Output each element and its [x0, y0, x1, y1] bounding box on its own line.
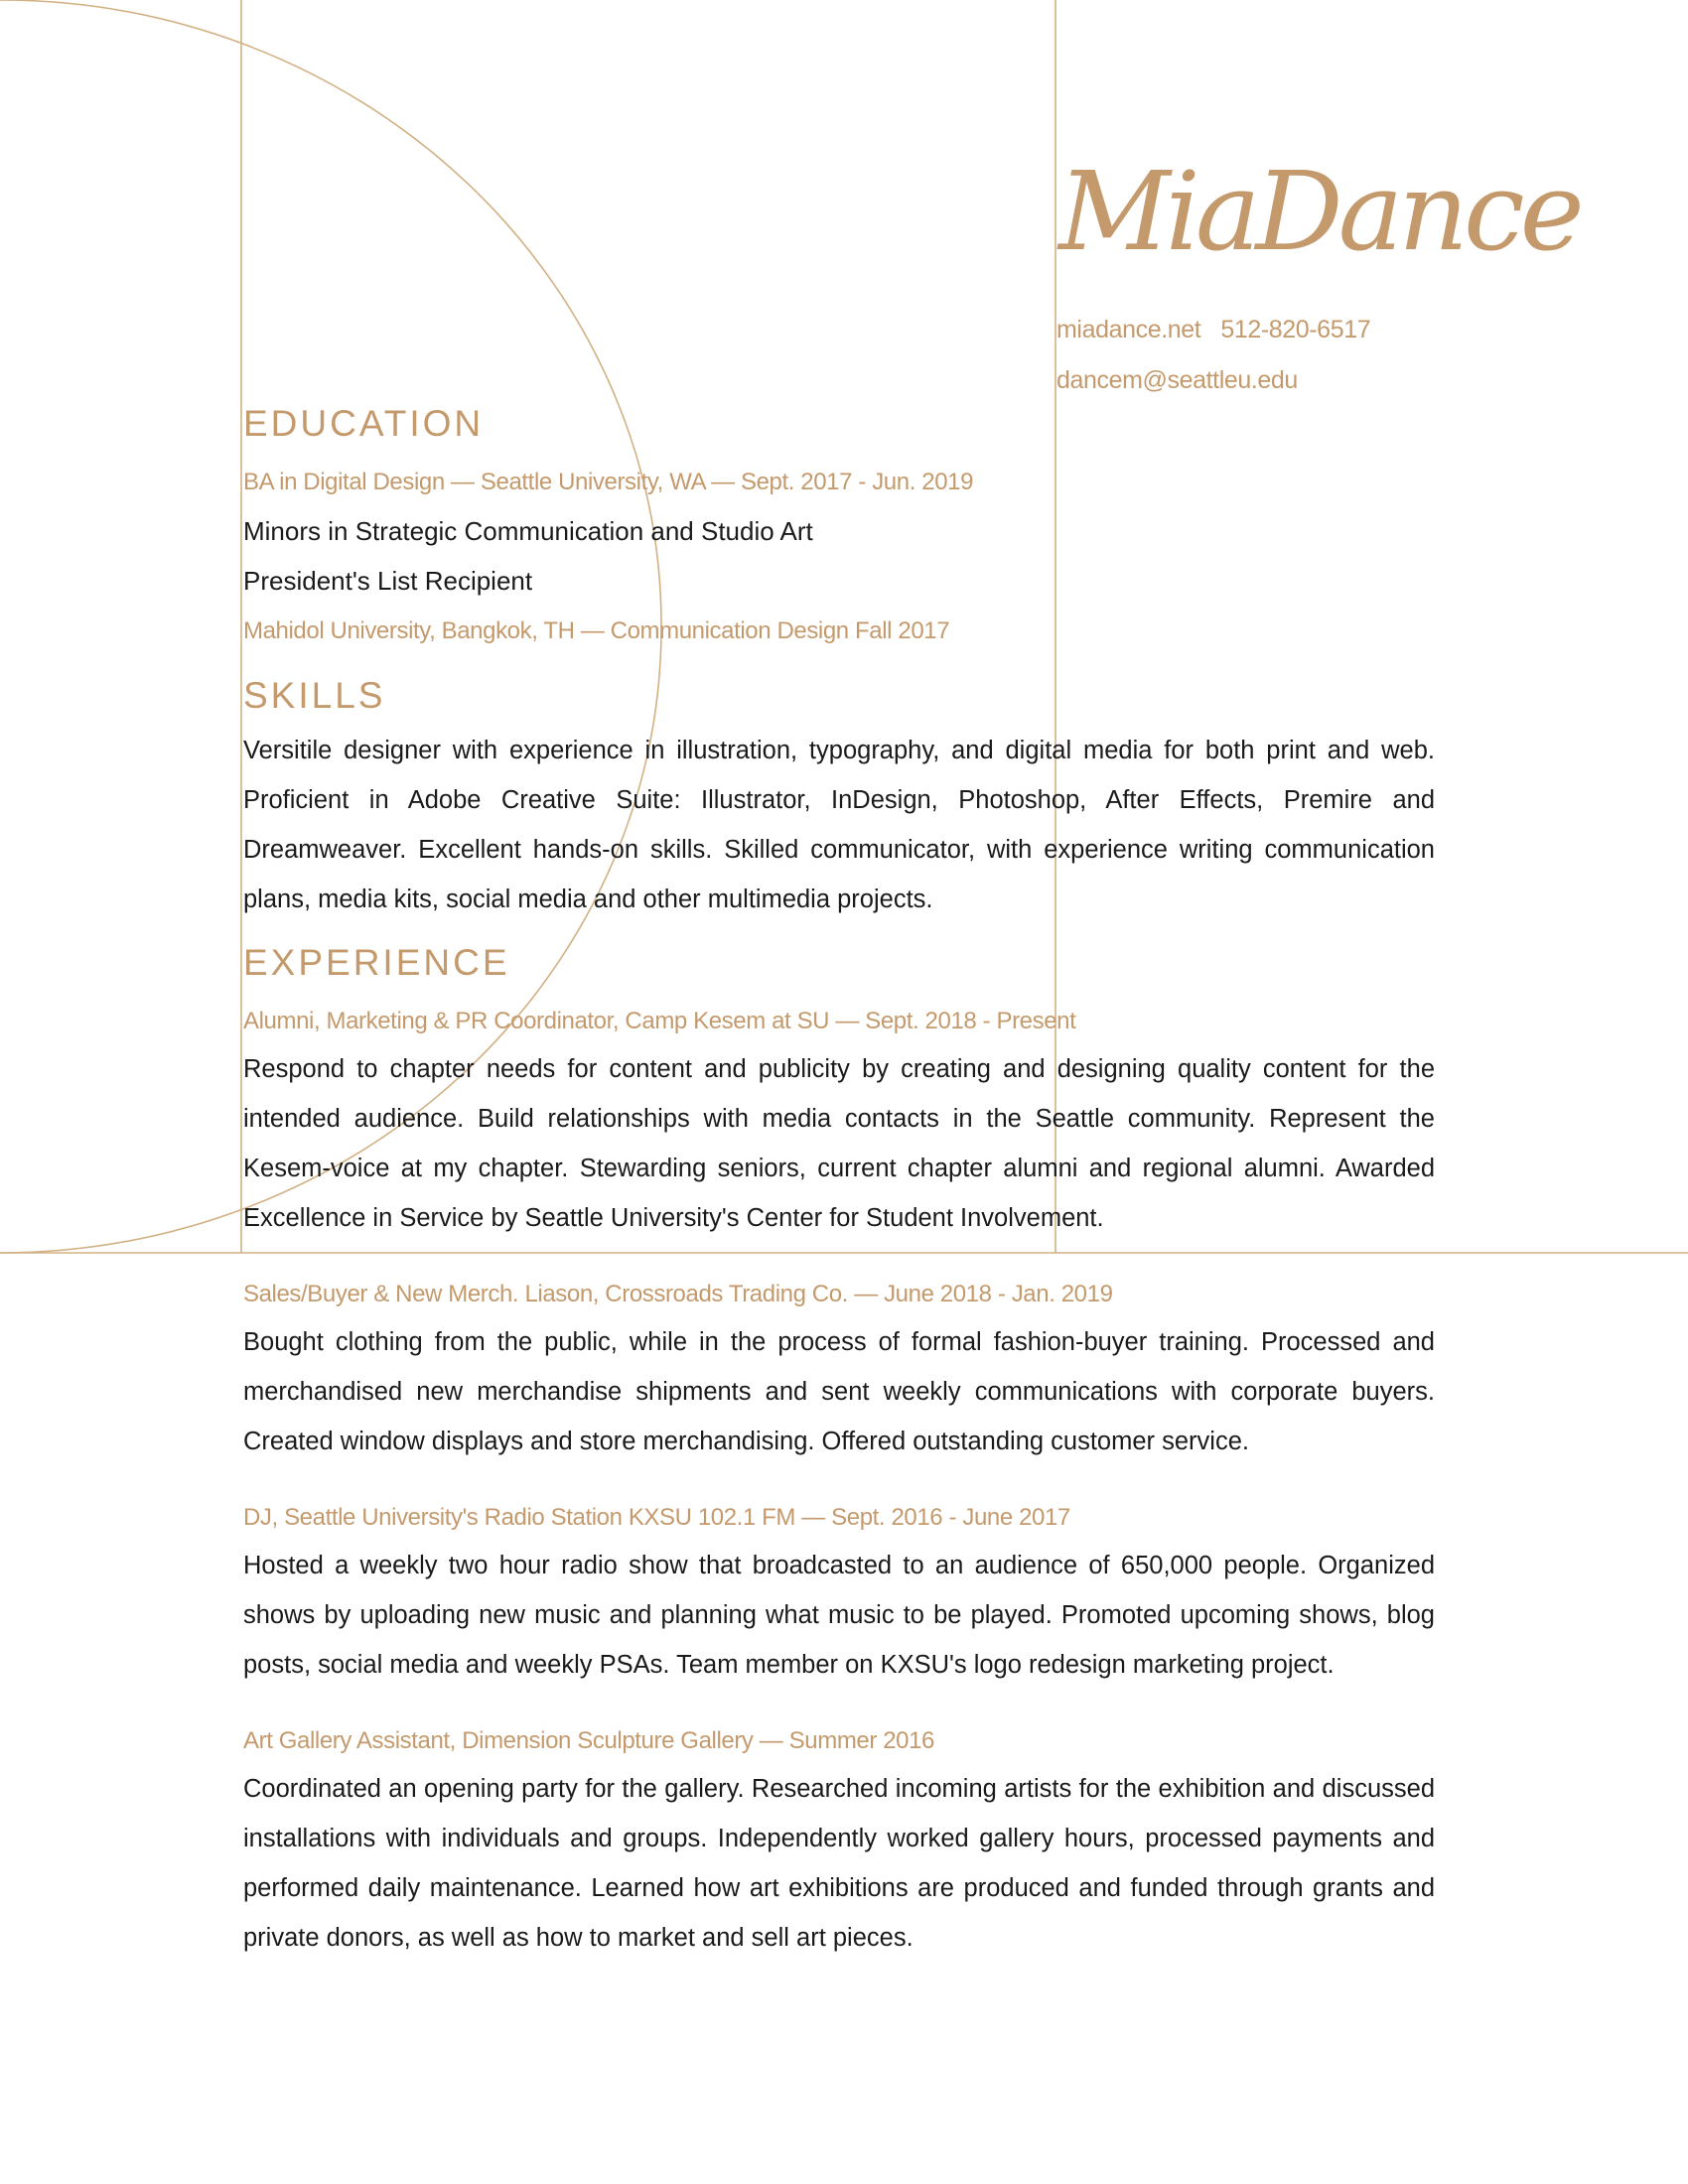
education-honor: President's List Recipient — [243, 566, 533, 596]
education-degree: BA in Digital Design — Seattle University, WA — Sept. 2017 - Jun. 2019 — [243, 469, 974, 495]
brand-name: MiaDance — [1058, 148, 1580, 275]
job-title: DJ, Seattle University's Radio Station KXSU 102.1 FM — Sept. 2016 - June 2017 — [243, 1504, 1070, 1531]
job-description: Coordinated an opening party for the gallery. Researched incoming artists for the exhibition and discussed installations with individuals and groups. Independently worked gallery hours, processed payments and performed daily maintenance. Learned how art exhibitions are produced and funded through grants and private donors, as well as how to market and sell art pieces. — [243, 1775, 1435, 1952]
education-study-abroad: Mahidol University, Bangkok, TH — Communication Design Fall 2017 — [243, 617, 950, 644]
website-link[interactable]: miadance.net — [1056, 316, 1201, 343]
job-description: Respond to chapter needs for content and publicity by creating and designing quality content for the intended audience. Build relationships with media contacts in the Seattle community. Represent the Kesem-voice at my chapter. Stewarding seniors, current chapter alumni and regional alumni. Awarded Excellence in Service by Seattle University's Center for Student Involvement. — [243, 1055, 1435, 1232]
job-title: Art Gallery Assistant, Dimension Sculpture Gallery — Summer 2016 — [243, 1727, 935, 1754]
job-title: Sales/Buyer & New Merch. Liason, Crossroads Trading Co. — June 2018 - Jan. 2019 — [243, 1281, 1113, 1307]
email-link[interactable]: dancem@seattleu.edu — [1056, 366, 1298, 394]
job-title: Alumni, Marketing & PR Coordinator, Camp Kesem at SU — Sept. 2018 - Present — [243, 1008, 1076, 1034]
skills-paragraph: Versitile designer with experience in illustration, typography, and digital media for both print and web. Proficient in Adobe Creative Suite: Illustrator, InDesign, Photoshop, After Effects, Premire and Dreamweaver. Excellent hands-on skills. Skilled communicator, with experience writing communication plans, media kits, social media and other multimedia projects. — [243, 737, 1435, 913]
job-description: Bought clothing from the public, while in the process of formal fashion-buyer training. Processed and merchandised new merchandise shipments and sent weekly communications with corporate buyers. Created window displays and store merchandising. Offered outstanding customer service. — [243, 1328, 1435, 1455]
skills-heading: SKILLS — [243, 675, 386, 716]
phone-number: 512-820-6517 — [1220, 316, 1371, 343]
job-description: Hosted a weekly two hour radio show that broadcasted to an audience of 650,000 people. Organized shows by uploading new music and planning what music to be played. Promoted upcoming shows, blog posts, social media and weekly PSAs. Team member on KXSU's logo redesign marketing project. — [243, 1552, 1435, 1679]
experience-heading: EXPERIENCE — [243, 942, 510, 983]
education-heading: EDUCATION — [243, 403, 485, 444]
contact-row — [1056, 316, 1370, 344]
education-minors: Minors in Strategic Communication and Studio Art — [243, 516, 813, 546]
